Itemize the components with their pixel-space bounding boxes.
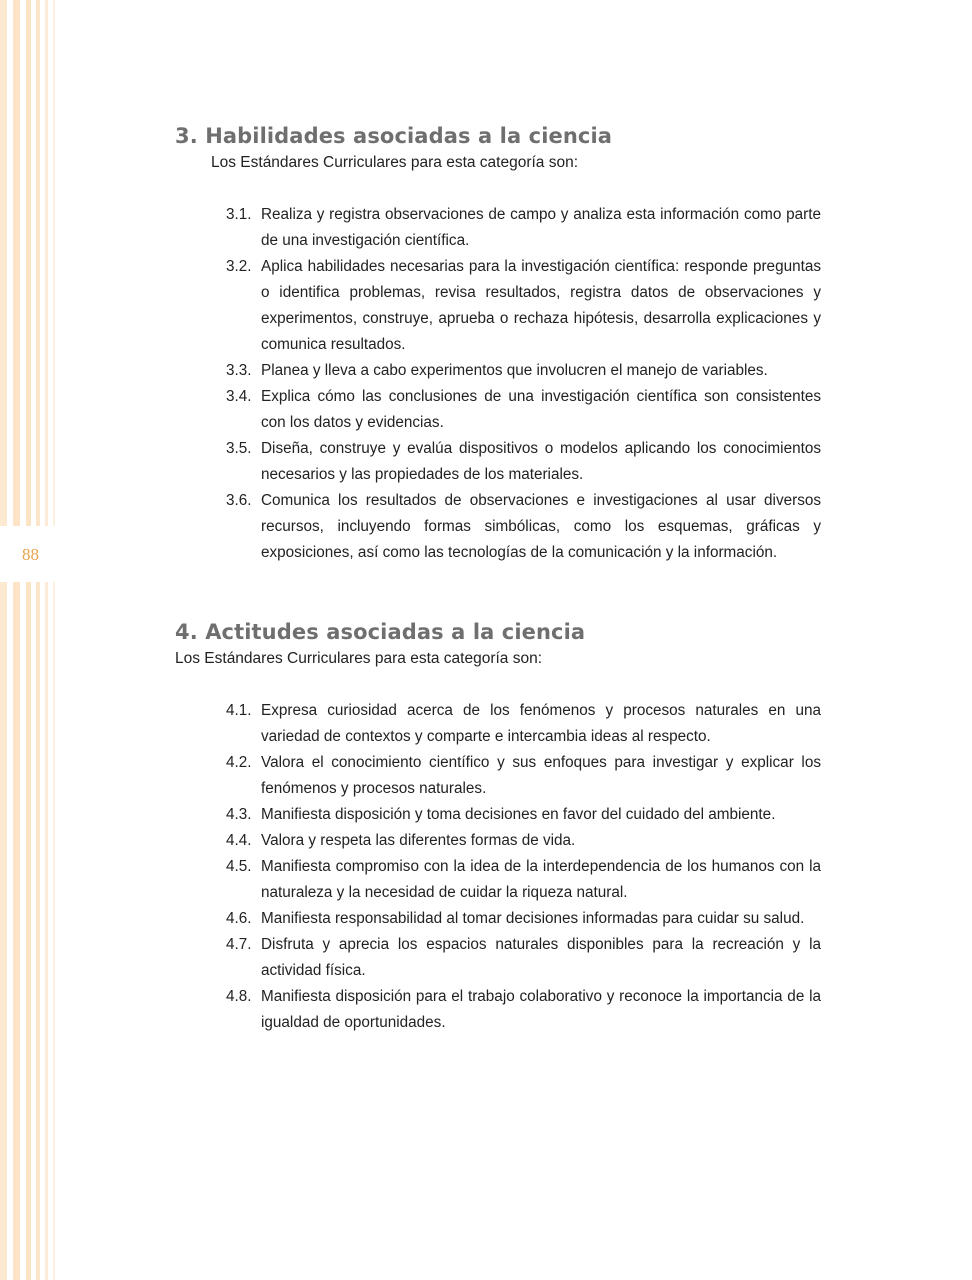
margin-stripe <box>13 0 20 1280</box>
list-item <box>175 488 821 566</box>
list-item <box>175 828 821 854</box>
item-text: Expresa curiosidad acerca de los fenómenos y procesos naturales en una variedad de contextos y comparte e intercambia ideas al respecto. <box>261 702 821 745</box>
list-item <box>175 854 821 906</box>
standards-list <box>175 202 821 566</box>
item-number: 3.6. <box>226 492 252 509</box>
item-text: Aplica habilidades necesarias para la investigación científica: responde preguntas o identifica problemas, revisa resultados, registra datos de observaciones y experimentos, construye, aprueba o rechaza hipótesis, desarrolla explicaciones y comunica resultados. <box>261 258 821 353</box>
item-number: 4.3. <box>226 806 252 823</box>
page-number: 88 <box>22 545 39 564</box>
margin-stripes <box>0 0 60 1280</box>
list-item <box>175 384 821 436</box>
section-intro: Los Estándares Curriculares para esta categoría son: <box>175 650 543 667</box>
item-number: 4.8. <box>226 988 252 1005</box>
page-content <box>175 122 821 1036</box>
list-item <box>175 254 821 358</box>
list-item <box>175 984 821 1036</box>
margin-stripe <box>36 0 40 1280</box>
item-text: Planea y lleva a cabo experimentos que involucren el manejo de variables. <box>261 362 768 379</box>
item-text: Manifiesta compromiso con la idea de la interdependencia de los humanos con la naturaleza y la necesidad de cuidar la riqueza natural. <box>261 858 821 901</box>
margin-stripe <box>26 0 31 1280</box>
section-title: 4. Actitudes asociadas a la ciencia <box>175 620 586 644</box>
item-text: Manifiesta responsabilidad al tomar decisiones informadas para cuidar su salud. <box>261 910 805 927</box>
list-item <box>175 932 821 984</box>
item-text: Comunica los resultados de observaciones e investigaciones al usar diversos recursos, incluyendo formas simbólicas, como los esquemas, gráficas y exposiciones, así como las tecnologías de la comunicación y la información. <box>261 492 821 561</box>
list-item <box>175 906 821 932</box>
item-number: 3.4. <box>226 388 252 405</box>
item-text: Realiza y registra observaciones de campo y analiza esta información como parte de una investigación científica. <box>261 206 821 249</box>
list-item <box>175 436 821 488</box>
item-text: Valora el conocimiento científico y sus enfoques para investigar y explicar los fenómenos y procesos naturales. <box>261 754 821 797</box>
item-text: Manifiesta disposición y toma decisiones en favor del cuidado del ambiente. <box>261 806 776 823</box>
item-number: 3.1. <box>226 206 252 223</box>
item-number: 3.3. <box>226 362 252 379</box>
list-item <box>175 358 821 384</box>
item-number: 4.6. <box>226 910 252 927</box>
list-item <box>175 750 821 802</box>
item-number: 4.2. <box>226 754 252 771</box>
item-text: Explica cómo las conclusiones de una investigación científica son consistentes con los datos y evidencias. <box>261 388 821 431</box>
section-intro: Los Estándares Curriculares para esta categoría son: <box>211 154 579 171</box>
item-text: Disfruta y aprecia los espacios naturales disponibles para la recreación y la actividad física. <box>261 936 821 979</box>
section-habilidades <box>175 122 821 566</box>
item-number: 3.5. <box>226 440 252 457</box>
item-text: Manifiesta disposición para el trabajo colaborativo y reconoce la importancia de la igualdad de oportunidades. <box>261 988 821 1031</box>
margin-stripe <box>53 0 55 1280</box>
section-actitudes <box>175 618 821 1036</box>
list-item <box>175 802 821 828</box>
item-number: 4.5. <box>226 858 252 875</box>
item-number: 4.4. <box>226 832 252 849</box>
margin-stripe <box>45 0 48 1280</box>
section-title: 3. Habilidades asociadas a la ciencia <box>175 124 613 148</box>
item-number: 4.7. <box>226 936 252 953</box>
standards-list <box>175 698 821 1036</box>
item-text: Diseña, construye y evalúa dispositivos o modelos aplicando los conocimientos necesarios y las propiedades de los materiales. <box>261 440 821 483</box>
item-number: 3.2. <box>226 258 252 275</box>
list-item <box>175 698 821 750</box>
margin-stripe <box>0 0 7 1280</box>
item-text: Valora y respeta las diferentes formas de vida. <box>261 832 576 849</box>
list-item <box>175 202 821 254</box>
item-number: 4.1. <box>226 702 252 719</box>
